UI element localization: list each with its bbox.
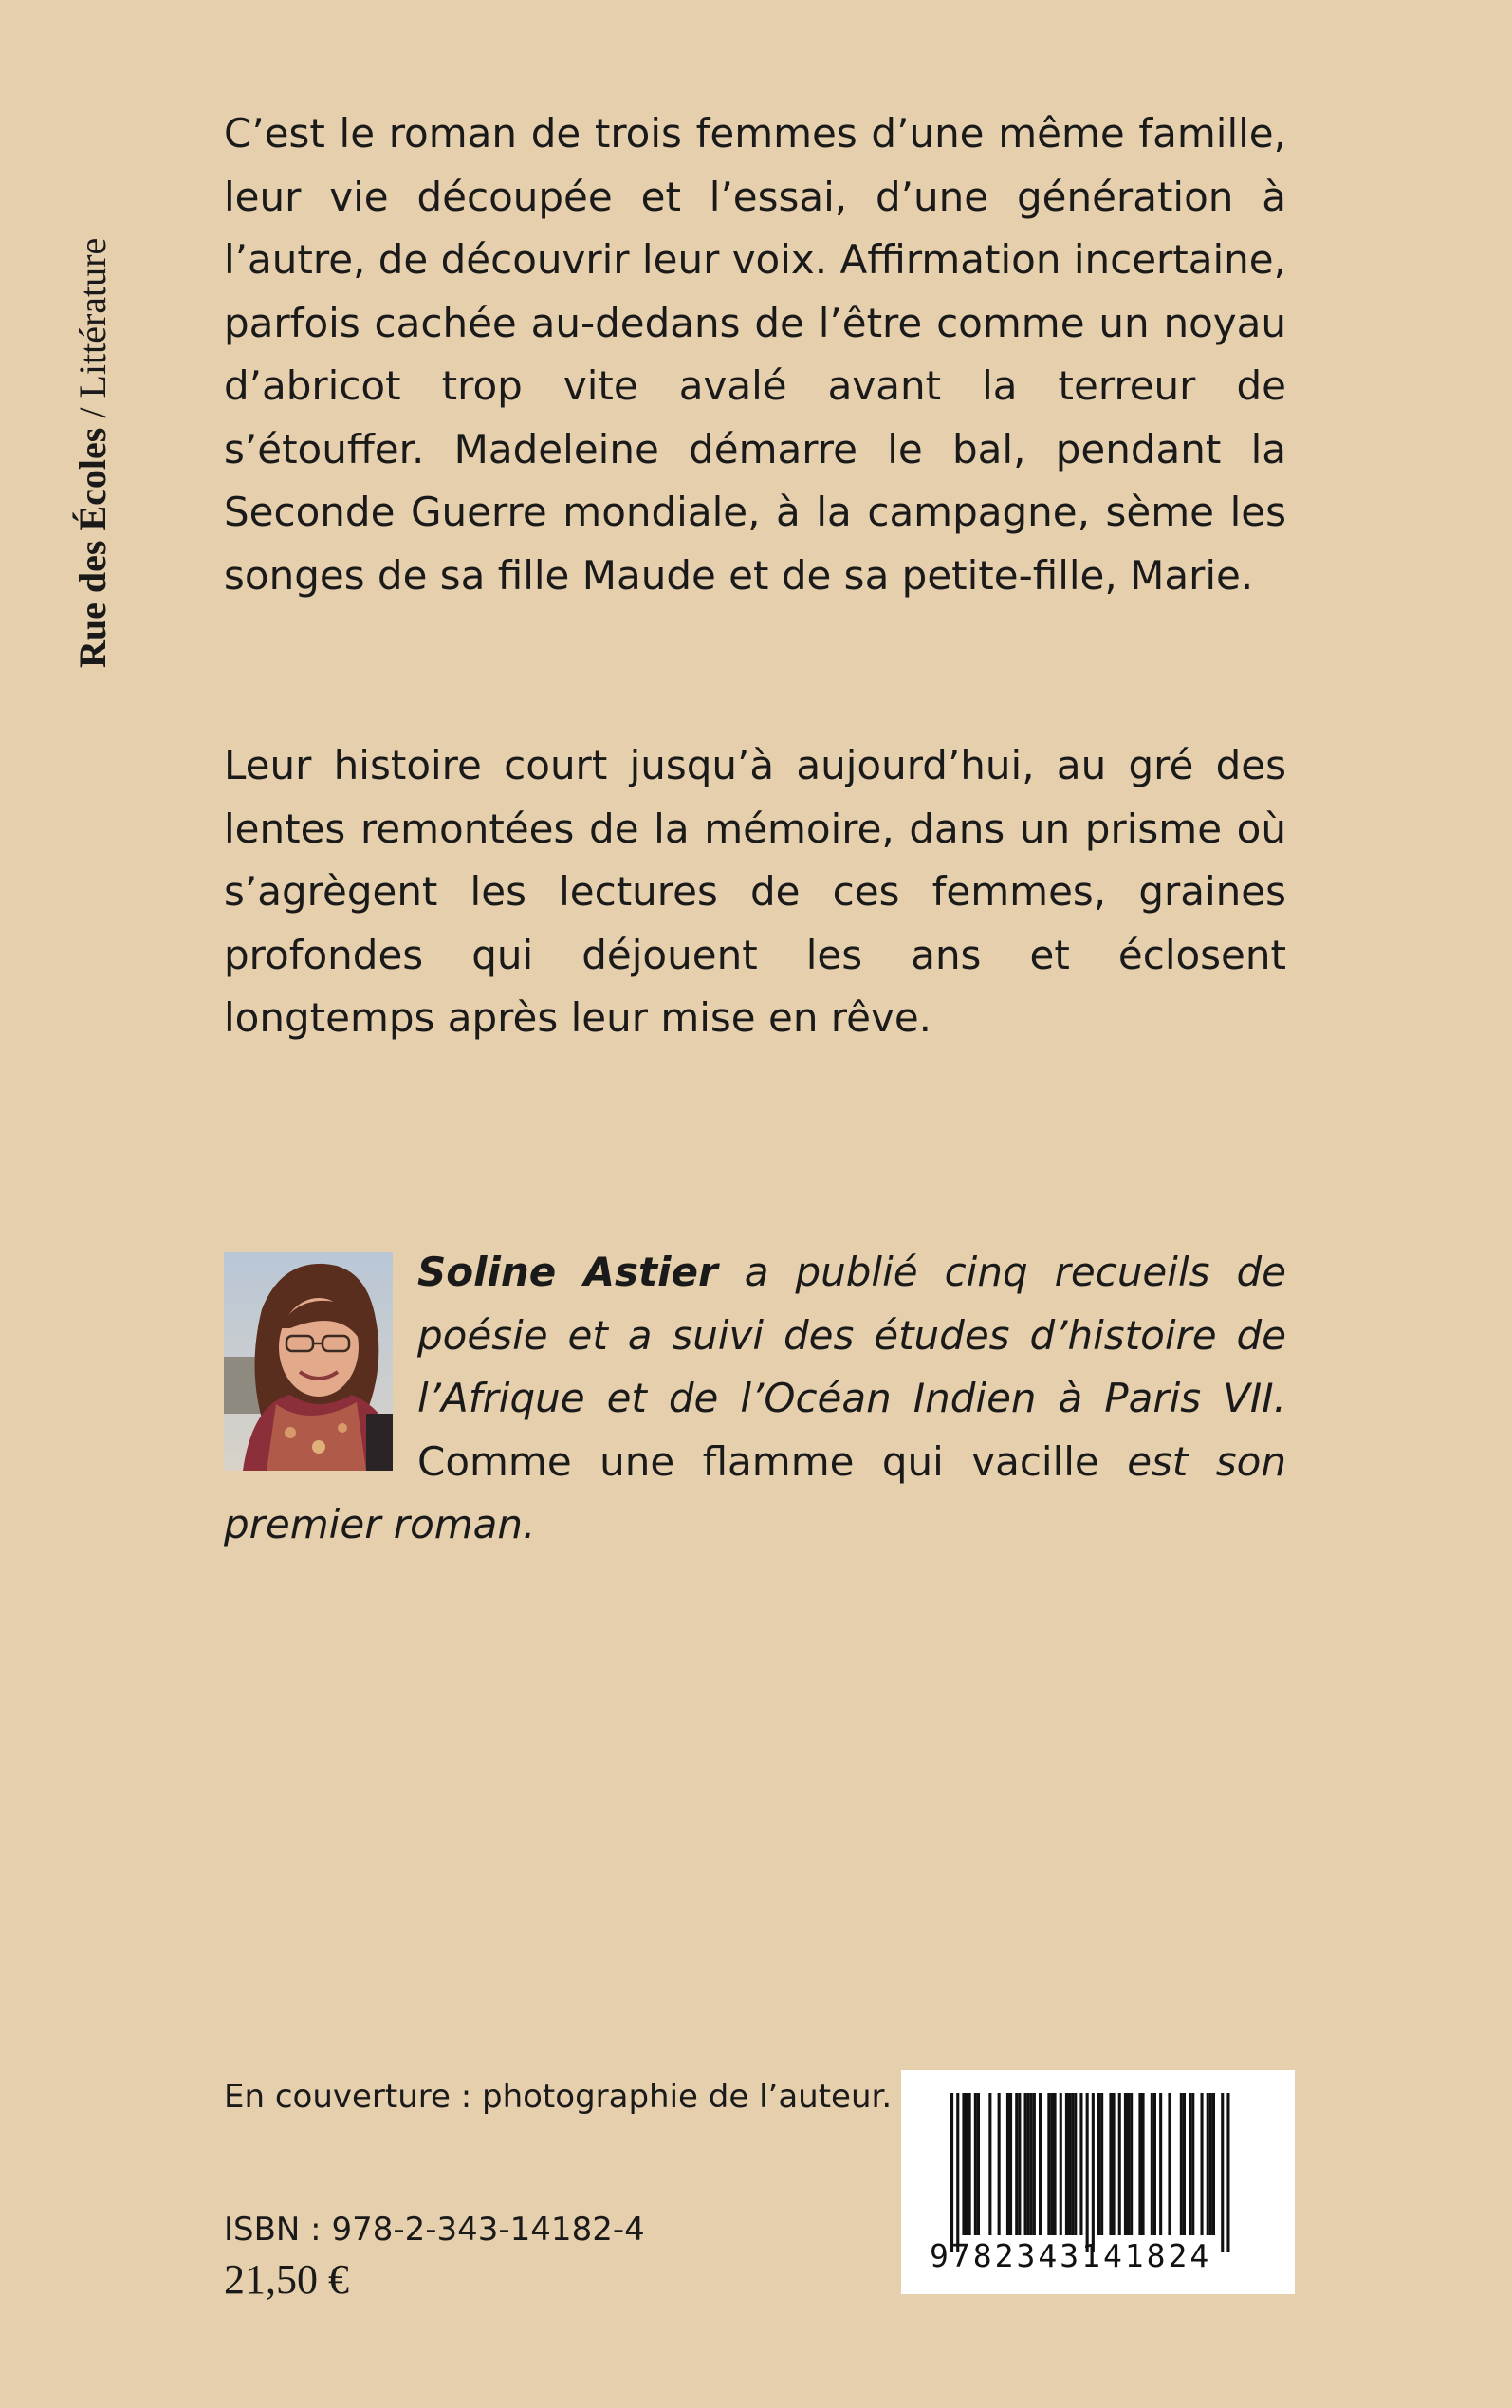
barcode-bar — [1068, 2093, 1071, 2235]
barcode-bar — [1033, 2093, 1036, 2235]
barcode-bar — [968, 2093, 971, 2235]
barcode-bar — [966, 2093, 968, 2235]
spine-separator: / — [71, 398, 114, 428]
barcode-bar — [1183, 2093, 1186, 2235]
barcode-bar — [1060, 2093, 1062, 2235]
barcode-bar — [1168, 2093, 1171, 2235]
barcode-bar — [1189, 2093, 1191, 2235]
barcode — [901, 2070, 1295, 2294]
barcode-bar — [1054, 2093, 1057, 2235]
bio-text-2: est son premier roman. — [224, 1437, 1286, 1547]
price: 21,50 € — [224, 2256, 349, 2303]
barcode-bar — [1180, 2093, 1183, 2235]
barcode-bar — [1118, 2093, 1121, 2235]
author-photo — [224, 1252, 393, 1471]
barcode-bar — [1201, 2093, 1204, 2235]
barcode-bar — [998, 2093, 1001, 2235]
barcode-bar — [1097, 2093, 1100, 2235]
barcode-bar — [974, 2093, 977, 2235]
barcode-bar — [1153, 2093, 1156, 2235]
barcode-bar — [950, 2093, 953, 2252]
barcode-bar — [1159, 2093, 1162, 2235]
barcode-bar — [1209, 2093, 1212, 2235]
barcode-bar — [977, 2093, 980, 2235]
barcode-bar — [1130, 2093, 1133, 2235]
barcode-bar — [1113, 2093, 1116, 2235]
author-bio — [224, 1241, 1286, 1557]
barcode-bar — [956, 2093, 959, 2252]
isbn: ISBN : 978-2-343-14182-4 — [224, 2211, 645, 2249]
barcode-bar — [1124, 2093, 1127, 2235]
barcode-bar — [1027, 2093, 1030, 2235]
barcode-bar — [1047, 2093, 1050, 2235]
barcode-bar — [1050, 2093, 1053, 2235]
collection-name: Littérature — [71, 237, 114, 398]
barcode-bar — [1127, 2093, 1130, 2235]
blurb-paragraph-1: C’est le roman de trois femmes d’une même famille, leur vie découpée et l’essai, d’une génération à l’autre, de découvrir leur voix. Affirmation incertaine, parfois cachée au-dedans de l’être comme un noyau d’abricot trop vite avalé avant la terreur de s’étouffer. Madeleine démarre le bal, pendant la Seconde Guerre mondiale, à la campagne, sème les songes de sa fille Maude et de sa petite-fille, Marie. — [224, 110, 1286, 599]
barcode-bar — [1212, 2093, 1215, 2235]
barcode-bar — [1151, 2093, 1153, 2235]
barcode-bar — [962, 2093, 965, 2235]
book-title: Comme une flamme qui vacille — [417, 1437, 1099, 1485]
barcode-bar — [1074, 2093, 1077, 2235]
barcode-bar — [1009, 2093, 1012, 2235]
barcode-bar — [1207, 2093, 1209, 2235]
barcode-bar — [1092, 2093, 1095, 2252]
barcode-bar — [1142, 2093, 1145, 2235]
barcode-bar — [1065, 2093, 1068, 2235]
barcode-bar — [1221, 2093, 1224, 2252]
spine-title — [71, 108, 114, 668]
barcode-bar — [1006, 2093, 1009, 2235]
cover-credit: En couverture : photographie de l’auteur. — [224, 2078, 893, 2116]
spine-text — [71, 237, 114, 668]
barcode-bar — [1138, 2093, 1141, 2235]
bio-text-1: a publié cinq recueils de poésie et a suivi des études d’histoire de l’Afrique et de l’Océan Indien à Paris VII. — [417, 1249, 1286, 1421]
blurb-paragraph-2: Leur histoire court jusqu’à aujourd’hui, au gré des lentes remontées de la mémoire, dans un prisme où s’agrègent les lectures de ces femmes, graines profondes qui déjouent les ans et éclosent longtemps après leur mise en rêve. — [224, 742, 1286, 1041]
barcode-bar — [1079, 2093, 1082, 2235]
barcode-bar — [1086, 2093, 1089, 2252]
barcode-bar — [1015, 2093, 1018, 2235]
barcode-bar — [1191, 2093, 1194, 2235]
barcode-bar — [1109, 2093, 1112, 2235]
barcode-bar — [1071, 2093, 1074, 2235]
author-name: Soline Astier — [417, 1249, 718, 1295]
barcode-bar — [1018, 2093, 1021, 2235]
barcode-bar — [1024, 2093, 1027, 2235]
barcode-bar — [1030, 2093, 1033, 2235]
barcode-bar — [1100, 2093, 1103, 2235]
barcode-number: 9782343141824 — [930, 2237, 1212, 2274]
series-name: Rue des Écoles — [71, 427, 114, 668]
barcode-bar — [1226, 2093, 1229, 2252]
barcode-bar — [988, 2093, 991, 2235]
barcode-bar — [1039, 2093, 1042, 2235]
